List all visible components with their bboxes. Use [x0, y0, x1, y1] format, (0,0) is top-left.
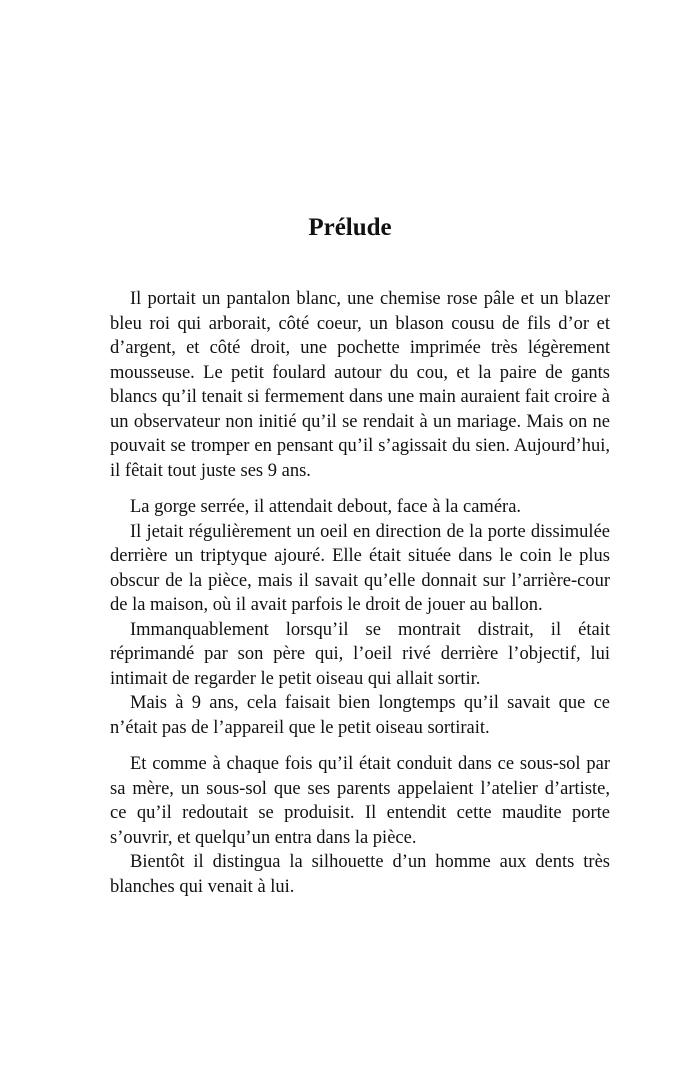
paragraph: Mais à 9 ans, cela faisait bien longtemps qu’il savait que ce n’était pas de l’appareil que le petit oiseau sortirait.	[110, 693, 610, 738]
chapter-title: Prélude	[308, 214, 392, 241]
paragraph: Il portait un pantalon blanc, une chemise rose pâle et un blazer bleu roi qui arborait, côté coeur, un blason cousu de fils d’or et d’argent, et côté droit, une pochette imprimée très légèrement mousseuse. Le petit foulard autour du cou, et la paire de gants blancs qu’il tenait si fermement dans une main auraient fait croire à un observateur non initié qu’il se rendait à un mariage. Mais on ne pouvait se tromper en pensant qu’il s’agissait du sien. Aujourd’hui, il fêtait tout juste ses 9 ans.	[110, 289, 610, 481]
paragraph: La gorge serrée, il attendait debout, face à la caméra.	[130, 497, 522, 517]
paragraph: Il jetait régulièrement un oeil en direction de la porte dissimulée derrière un triptyque ajouré. Elle était située dans le coin le plus obscur de la pièce, mais il savait qu’elle donnait sur l’arrière-cour de la maison, où il avait parfois le droit de jouer au ballon.	[110, 521, 610, 615]
paragraph: Bientôt il distingua la silhouette d’un homme aux dents très blanches qui venait à lui.	[110, 852, 610, 897]
chapter-body	[110, 287, 610, 899]
paragraph: Immanquablement lorsqu’il se montrait distrait, il était réprimandé par son père qui, l’oeil rivé derrière l’objectif, lui intimait de regarder le petit oiseau qui allait sortir.	[110, 619, 610, 689]
paragraph: Et comme à chaque fois qu’il était conduit dans ce sous-sol par sa mère, un sous-sol que ses parents appelaient l’atelier d’artiste, ce qu’il redoutait se produisit. Il entendit cette maudite porte s’ouvrir, et quelqu’un entra dans la pièce.	[110, 754, 610, 848]
